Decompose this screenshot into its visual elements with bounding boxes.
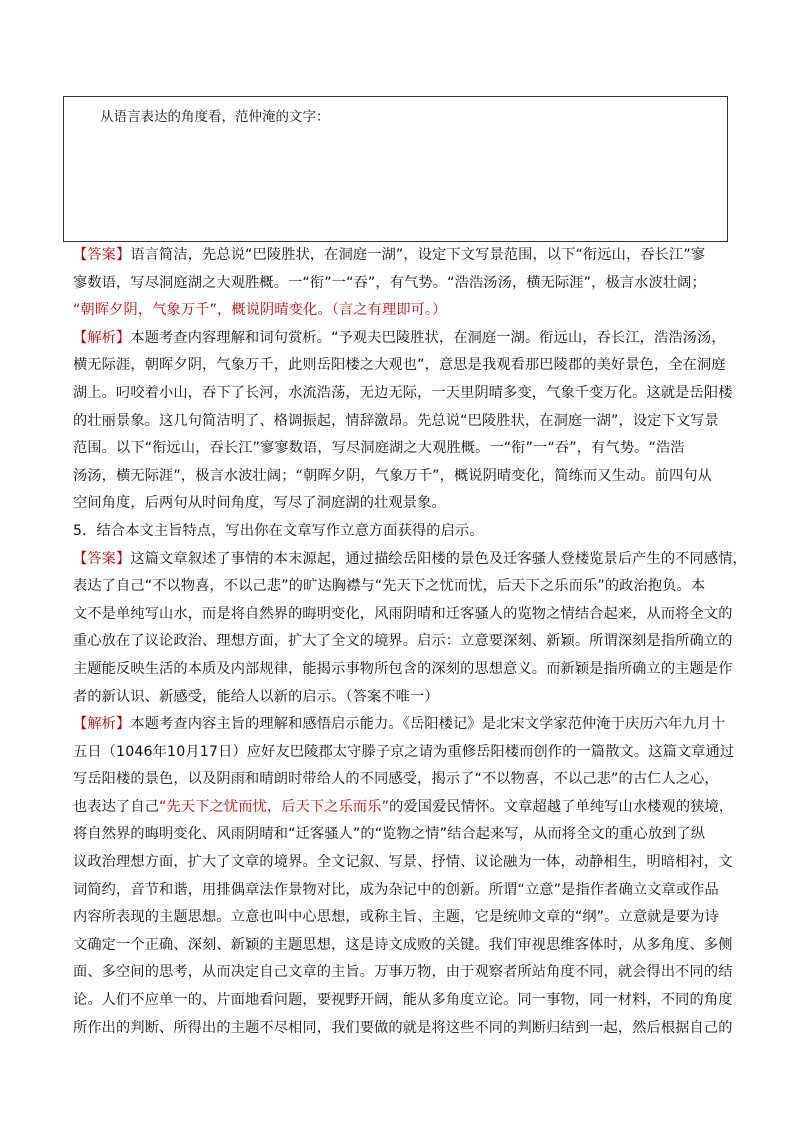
analysis5-line-8: 内容所表现的主题思想。立意也叫中心思想，或称主旨、主题，它是统帅文章的“纲”。立意就是要为诗 bbox=[73, 909, 719, 926]
analysis4-text-1: 本题考查内容理解和词句赏析。“予观夫巴陵胜状，在洞庭一湖。衔远山，吞长江，浩浩汤汤， bbox=[130, 329, 726, 346]
answer5-text-1: 这篇文章叙述了事情的本末源起，通过描绘岳阳楼的景色及迁客骚人登楼览景后产生的不同感情， bbox=[130, 550, 747, 567]
analysis5-line-9: 文确定一个正确、深刻、新颖的主题思想，这是诗文成败的关键。我们审视思维客体时，从多角度、多侧 bbox=[73, 936, 733, 953]
analysis5-line-11: 论。人们不应单一的、片面地看问题，要视野开阔，能从多角度立论。同一事物，同一材料，不同的角度 bbox=[73, 992, 733, 1009]
question-5: 5．结合本文主旨特点，写出你在文章写作立意方面获得的启示。 bbox=[73, 522, 484, 539]
analysis5-line-12: 所作出的判断、所得出的主题不尽相同，我们要做的就是将这些不同的判断归结到一起，然后根据自己的 bbox=[73, 1019, 733, 1036]
analysis5-line-1 bbox=[73, 711, 726, 739]
analysis5-line-7: 词简约，音节和谐，用排偶章法作景物对比，成为杂记中的创新。所谓“立意”是指作者确立文章或作品 bbox=[73, 881, 719, 898]
analysis4-line-3: 湖上。叼咬着小山，吞下了长河，水流浩荡，无边无际，一天里阴晴多变，气象千变万化。这就是岳阳楼 bbox=[73, 384, 733, 401]
answer5-line-5: 主题能反映生活的本质及内部规律，能揭示事物所包含的深刻的思想意义。而新颖是指所确立的主题是作 bbox=[73, 660, 733, 677]
analysis5-line-6: 议政治理想方面，扩大了文章的境界。全文记叙、写景、抒情、议论融为一体，动静相生，明暗相衬，文 bbox=[73, 854, 733, 871]
answer-box bbox=[63, 96, 728, 242]
question-prompt: 从语言表达的角度看，范仲淹的文字： bbox=[100, 109, 330, 125]
analysis5-text-4a: 也表达了自己 bbox=[73, 798, 160, 815]
analysis4-line-4: 的壮丽景象。这几句简洁明了、格调振起，情辞激昂。先总说“巴陵胜状，在洞庭一湖”，设定下文写景 bbox=[73, 412, 719, 429]
analysis5-line-2: 五日（1046年10月17日）应好友巴陵郡太守滕子京之请为重修岳阳楼而创作的一篇散文。这篇文章通过 bbox=[73, 743, 735, 760]
analysis5-quote-red: “先天下之忧而忧，后天下之乐而乐” bbox=[159, 798, 390, 815]
answer5-line-6: 者的新认识、新感受，能给人以新的启示。（答案不唯一） bbox=[73, 688, 439, 705]
analysis5-line-5: 将自然界的晦明变化、风雨阴晴和“迁客骚人”的“览物之情”结合起来写，从而将全文的重心放到了纵 bbox=[73, 826, 706, 843]
analysis-tag: 【解析】 bbox=[73, 716, 131, 733]
analysis4-line-2: 横无际涯，朝晖夕阴，气象万千，此则岳阳楼之大观也”，意思是我观看那巴陵郡的美好景色，全在洞庭 bbox=[73, 357, 726, 374]
document-body bbox=[73, 242, 747, 1042]
answer4-line-2: 寥数语，写尽洞庭湖之大观胜概。一“衔”一“吞”，有气势。“浩浩汤汤，横无际涯”，极言水波壮阔； bbox=[73, 274, 706, 291]
analysis5-line-10: 面、多空间的思考，从而决定自己文章的主旨。万事万物，由于观察者所站角度不同，就会得出不同的结 bbox=[73, 964, 733, 981]
analysis4-line-1 bbox=[73, 325, 726, 353]
answer5-line-3: 文不是单纯写山水，而是将自然界的晦明变化，风雨阴晴和迁客骚人的览物之情结合起来，从而将全文的 bbox=[73, 605, 733, 622]
analysis4-line-6: 汤汤，横无际涯”，极言水波壮阔；“朝晖夕阴，气象万千”，概说阴晴变化，简练而又生动。前四句从 bbox=[73, 467, 713, 484]
answer5-line-4: 重心放在了议论政治、理想方面，扩大了全文的境界。启示：立意要深刻、新颖。所谓深刻是指所确立的 bbox=[73, 633, 733, 650]
analysis4-line-7: 空间角度，后两句从时间角度，写尽了洞庭湖的壮观景象。 bbox=[73, 495, 446, 512]
answer4-text-1: 语言简洁，先总说“巴陵胜状，在洞庭一湖”，设定下文写景范围，以下“衔远山，吞长江”寥 bbox=[130, 247, 706, 263]
answer5-line-2: 表达了自己“不以物喜，不以己悲”的旷达胸襟与“先天下之忧而忧，后天下之乐而乐”的政治抱负。本 bbox=[73, 578, 706, 595]
analysis5-text-4b: 的爱国爱民情怀。文章超越了单纯写山水楼观的狭境， bbox=[389, 798, 734, 815]
analysis5-line-4 bbox=[73, 794, 734, 822]
analysis5-text-1: 本题考查内容主旨的理解和感悟启示能力。《岳阳楼记》是北宋文学家范仲淹于庆历六年九月十 bbox=[130, 716, 726, 733]
analysis4-line-5: 范围。以下“衔远山，吞长江”寥寥数语，写尽洞庭湖之大观胜概。一“衔”一“吞”，有气势。“浩浩 bbox=[73, 440, 685, 457]
answer4-line-1 bbox=[73, 242, 723, 270]
answer-tag: 【答案】 bbox=[73, 247, 131, 263]
answer5-line-1 bbox=[73, 546, 747, 574]
analysis5-line-3: 写岳阳楼的景色，以及阴雨和晴朗时带给人的不同感受，揭示了“不以物喜，不以己悲”的古仁人之心， bbox=[73, 771, 719, 788]
analysis-tag: 【解析】 bbox=[73, 329, 131, 346]
answer-tag: 【答案】 bbox=[73, 550, 131, 567]
answer4-line-3: “朝晖夕阴，气象万千”，概说阴晴变化。（言之有理即可。） bbox=[73, 302, 447, 319]
